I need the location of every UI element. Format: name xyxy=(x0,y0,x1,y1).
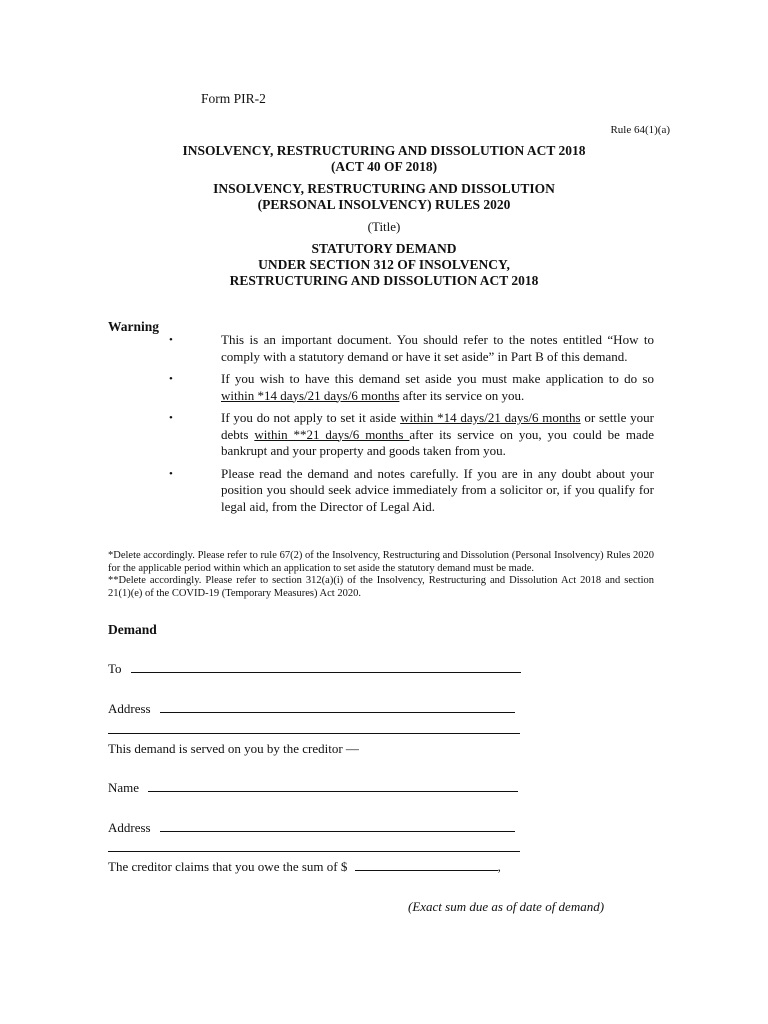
warning-heading: Warning xyxy=(108,319,160,334)
claim-row xyxy=(108,859,501,875)
rules-title-line2: (PERSONAL INSOLVENCY) RULES 2020 xyxy=(257,197,511,212)
bullet-icon: • xyxy=(169,334,173,346)
warning-text-2-post: after its service on you. xyxy=(399,387,525,403)
warning-item xyxy=(164,410,654,460)
bullet-icon: • xyxy=(169,412,173,424)
warning-text-4: Please read the demand and notes carefully. If you are in any doubt about your position you should seek advice immediately from a solicitor or, if you qualify for legal aid, from the Director of Legal Aid. xyxy=(221,465,654,514)
warning-text-3 xyxy=(221,410,654,460)
bullet-icon: • xyxy=(169,467,173,480)
act-title xyxy=(0,143,768,175)
claim-amount-field[interactable] xyxy=(355,869,498,871)
name-label: Name xyxy=(108,780,140,795)
warning-text-2-underlined: within *14 days/21 days/6 months xyxy=(221,387,400,403)
footnote-1: *Delete accordingly. Please refer to rule 67(2) of the Insolvency, Restructuring and Dissolution (Personal Insolvency) Rules 2020 for the applicable period within which an application to set aside the statutory demand must be made. xyxy=(108,550,654,574)
to-label: To xyxy=(108,661,122,676)
warning-item xyxy=(164,332,654,365)
name-row xyxy=(108,780,518,796)
bullet-icon: • xyxy=(169,373,173,385)
rules-title-line1: INSOLVENCY, RESTRUCTURING AND DISSOLUTION xyxy=(213,181,555,196)
rules-title xyxy=(0,181,768,213)
footnote-2: **Delete accordingly. Please refer to section 312(a)(i) of the Insolvency, Restructuring and Dissolution Act 2018 and section 21(1)(e) of the COVID-19 (Temporary Measures) Act 2020. xyxy=(108,575,654,599)
warning-text-3-underlined-2: within **21 days/6 months xyxy=(254,426,410,442)
to-field[interactable] xyxy=(131,671,521,673)
form-number: Form PIR-2 xyxy=(201,91,266,106)
address-label: Address xyxy=(108,701,151,716)
served-by-text: This demand is served on you by the creditor — xyxy=(108,741,359,756)
act-title-line1: INSOLVENCY, RESTRUCTURING AND DISSOLUTION ACT 2018 xyxy=(182,143,586,158)
warning-text-3-underlined-1: within *14 days/21 days/6 months xyxy=(400,410,581,425)
address-field-line2[interactable] xyxy=(108,733,520,734)
act-title-line2: (ACT 40 OF 2018) xyxy=(330,159,438,174)
warning-text-3-mid: or settle your debts xyxy=(221,410,655,442)
demand-title-line1: STATUTORY DEMAND xyxy=(311,241,457,256)
address-field[interactable] xyxy=(160,711,515,713)
warning-text-3-pre: If you do not apply to set it aside xyxy=(221,410,401,425)
warning-item xyxy=(164,371,654,404)
creditor-address-field-line2[interactable] xyxy=(108,851,520,852)
rule-reference: Rule 64(1)(a) xyxy=(610,124,670,136)
demand-title xyxy=(0,241,768,289)
footnotes xyxy=(108,550,654,600)
warning-text-1: This is an important document. You should refer to the notes entitled “How to comply with a statutory demand or have it set aside” in Part B of this demand. xyxy=(221,332,654,364)
address-row xyxy=(108,701,515,717)
claim-suffix: , xyxy=(497,859,501,874)
creditor-address-label: Address xyxy=(108,820,151,835)
to-row xyxy=(108,661,521,677)
demand-heading: Demand xyxy=(108,622,157,637)
exact-sum-note-text: (Exact sum due as of date of demand) xyxy=(408,899,605,914)
claim-text: The creditor claims that you owe the sum of $ xyxy=(108,859,348,874)
warning-text-3-post: after its service on you, you could be made bankrupt and your property and goods taken from you. xyxy=(221,426,654,458)
warning-item xyxy=(164,466,654,516)
demand-title-line3: RESTRUCTURING AND DISSOLUTION ACT 2018 xyxy=(229,273,539,288)
creditor-address-field[interactable] xyxy=(160,830,515,832)
warning-text-2-pre: If you wish to have this demand set aside you must make application to do so xyxy=(221,371,654,386)
creditor-address-row xyxy=(108,820,515,836)
exact-sum-note xyxy=(408,899,604,915)
warning-list xyxy=(164,332,654,521)
warning-text-2 xyxy=(221,371,654,404)
title-placeholder: (Title) xyxy=(367,219,401,234)
demand-title-line2: UNDER SECTION 312 OF INSOLVENCY, xyxy=(258,257,510,272)
name-field[interactable] xyxy=(148,790,518,792)
